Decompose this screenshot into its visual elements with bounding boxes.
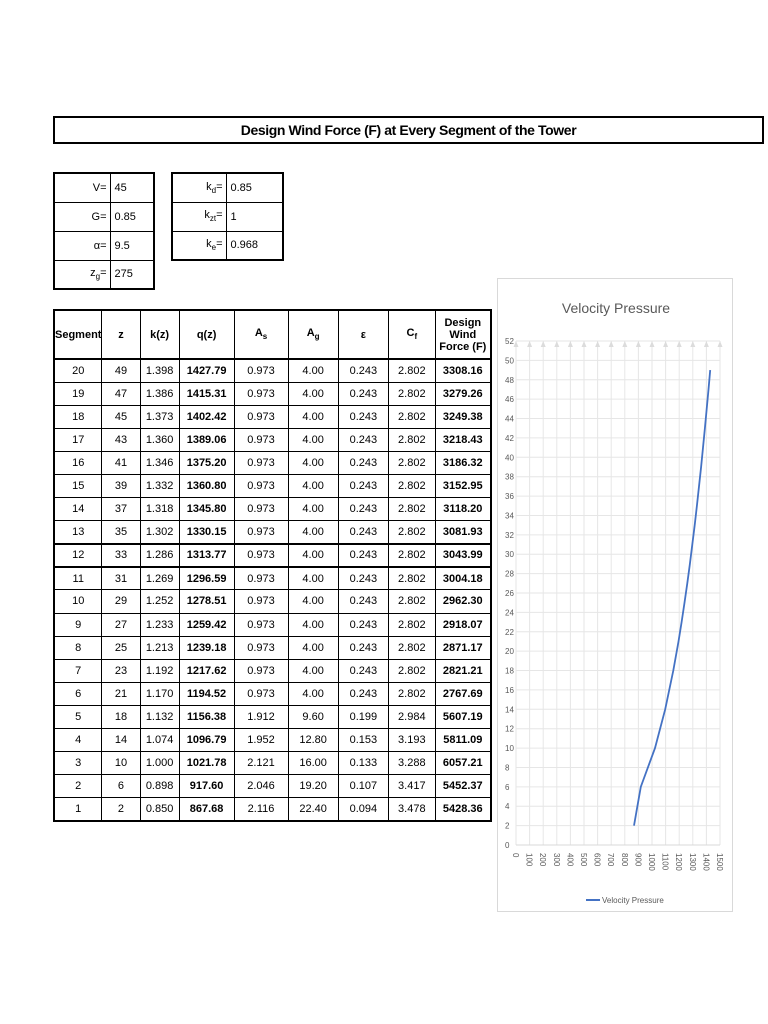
gridline-arrow <box>568 341 573 347</box>
param-left-label: G= <box>54 202 110 231</box>
x-tick-label: 900 <box>633 853 643 867</box>
gridline-arrow <box>677 341 682 347</box>
param-right-label: $k_e=$ <box>172 231 226 260</box>
cell-qz: 1021.78 <box>179 752 234 775</box>
cell-z: 33 <box>102 544 140 567</box>
param-left-label: $z_g=$ <box>54 260 110 289</box>
table-row <box>54 521 491 544</box>
cell-as: 1.912 <box>234 705 288 728</box>
gridline-arrow <box>663 341 668 347</box>
header-kz: k(z) <box>140 310 179 359</box>
cell-segment: 3 <box>54 752 102 775</box>
cell-as: 0.973 <box>234 451 288 474</box>
header-qz: q(z) <box>179 310 234 359</box>
cell-cf: 2.802 <box>389 382 436 405</box>
param-right-label: $k_d=$ <box>172 173 226 202</box>
y-tick-label: 22 <box>505 627 514 637</box>
cell-ag: 4.00 <box>288 659 338 682</box>
table-row <box>54 498 491 521</box>
cell-cf: 2.802 <box>389 567 436 590</box>
x-tick-label: 100 <box>524 853 534 867</box>
cell-as: 0.973 <box>234 428 288 451</box>
y-tick-label: 24 <box>505 608 514 618</box>
cell-epsilon: 0.243 <box>338 613 388 636</box>
cell-as: 0.973 <box>234 613 288 636</box>
cell-qz: 1345.80 <box>179 498 234 521</box>
cell-segment: 11 <box>54 567 102 590</box>
cell-force: 2767.69 <box>435 682 491 705</box>
y-tick-label: 2 <box>505 821 510 831</box>
cell-cf: 2.802 <box>389 613 436 636</box>
cell-force: 5811.09 <box>435 729 491 752</box>
cell-segment: 16 <box>54 451 102 474</box>
y-tick-label: 40 <box>505 453 514 463</box>
table-row <box>54 798 491 821</box>
x-tick-label: 400 <box>565 853 575 867</box>
header-segment: Segment <box>54 310 102 359</box>
x-tick-label: 1000 <box>647 853 656 871</box>
y-tick-label: 14 <box>505 705 514 715</box>
header-z: z <box>102 310 140 359</box>
cell-force: 3218.43 <box>435 428 491 451</box>
table-row <box>54 428 491 451</box>
cell-qz: 917.60 <box>179 775 234 798</box>
cell-force: 2918.07 <box>435 613 491 636</box>
cell-force: 3004.18 <box>435 567 491 590</box>
cell-qz: 1427.79 <box>179 359 234 382</box>
cell-force: 3308.16 <box>435 359 491 382</box>
gridline-arrow <box>541 341 546 347</box>
cell-kz: 1.192 <box>140 659 179 682</box>
cell-cf: 2.802 <box>389 405 436 428</box>
cell-ag: 9.60 <box>288 705 338 728</box>
param-right-row <box>172 173 283 202</box>
cell-kz: 1.252 <box>140 590 179 613</box>
cell-segment: 15 <box>54 474 102 497</box>
table-row <box>54 775 491 798</box>
cell-kz: 1.074 <box>140 729 179 752</box>
cell-as: 0.973 <box>234 498 288 521</box>
chart-title: Velocity Pressure <box>561 300 671 316</box>
cell-force: 6057.21 <box>435 752 491 775</box>
cell-epsilon: 0.199 <box>338 705 388 728</box>
cell-epsilon: 0.107 <box>338 775 388 798</box>
gridline-arrow <box>609 341 614 347</box>
cell-as: 2.116 <box>234 798 288 821</box>
gridline-arrow <box>650 341 655 347</box>
table-row <box>54 636 491 659</box>
cell-force: 3279.26 <box>435 382 491 405</box>
cell-ag: 16.00 <box>288 752 338 775</box>
y-tick-label: 18 <box>505 666 514 676</box>
cell-as: 0.973 <box>234 636 288 659</box>
cell-kz: 0.850 <box>140 798 179 821</box>
cell-epsilon: 0.243 <box>338 567 388 590</box>
cell-kz: 1.269 <box>140 567 179 590</box>
cell-kz: 1.132 <box>140 705 179 728</box>
cell-qz: 1330.15 <box>179 521 234 544</box>
cell-force: 2821.21 <box>435 659 491 682</box>
param-left-value: 275 <box>110 260 154 289</box>
cell-epsilon: 0.133 <box>338 752 388 775</box>
cell-qz: 1239.18 <box>179 636 234 659</box>
cell-epsilon: 0.243 <box>338 428 388 451</box>
cell-force: 5452.37 <box>435 775 491 798</box>
table-row <box>54 590 491 613</box>
param-right-value: 0.968 <box>226 231 283 260</box>
cell-ag: 4.00 <box>288 567 338 590</box>
cell-segment: 7 <box>54 659 102 682</box>
y-tick-label: 28 <box>505 569 514 579</box>
param-right-value: 0.85 <box>226 173 283 202</box>
param-left-row <box>54 260 154 289</box>
cell-segment: 1 <box>54 798 102 821</box>
cell-as: 0.973 <box>234 567 288 590</box>
cell-as: 0.973 <box>234 682 288 705</box>
gridline-arrow <box>514 341 519 347</box>
y-tick-label: 12 <box>505 724 514 734</box>
cell-segment: 18 <box>54 405 102 428</box>
cell-force: 2871.17 <box>435 636 491 659</box>
cell-epsilon: 0.243 <box>338 544 388 567</box>
cell-kz: 1.360 <box>140 428 179 451</box>
header-design-wind-force: Design Wind Force (F) <box>435 310 491 359</box>
y-tick-label: 20 <box>505 647 514 657</box>
cell-epsilon: 0.094 <box>338 798 388 821</box>
cell-cf: 2.802 <box>389 428 436 451</box>
cell-kz: 1.318 <box>140 498 179 521</box>
cell-z: 35 <box>102 521 140 544</box>
gridline-arrow <box>690 341 695 347</box>
cell-qz: 1415.31 <box>179 382 234 405</box>
cell-cf: 2.802 <box>389 359 436 382</box>
cell-ag: 4.00 <box>288 428 338 451</box>
cell-kz: 0.898 <box>140 775 179 798</box>
param-left-row <box>54 173 154 202</box>
cell-z: 41 <box>102 451 140 474</box>
velocity-pressure-chart <box>497 278 733 912</box>
x-tick-label: 500 <box>579 853 588 867</box>
cell-segment: 17 <box>54 428 102 451</box>
cell-qz: 1278.51 <box>179 590 234 613</box>
cell-segment: 8 <box>54 636 102 659</box>
cell-z: 45 <box>102 405 140 428</box>
cell-ag: 4.00 <box>288 521 338 544</box>
cell-epsilon: 0.153 <box>338 729 388 752</box>
cell-force: 5607.19 <box>435 705 491 728</box>
cell-as: 2.121 <box>234 752 288 775</box>
cell-as: 0.973 <box>234 590 288 613</box>
cell-as: 0.973 <box>234 544 288 567</box>
cell-epsilon: 0.243 <box>338 590 388 613</box>
param-right-row <box>172 231 283 260</box>
y-tick-label: 8 <box>505 763 510 773</box>
cell-cf: 2.802 <box>389 474 436 497</box>
cell-epsilon: 0.243 <box>338 474 388 497</box>
cell-z: 2 <box>102 798 140 821</box>
cell-cf: 2.802 <box>389 544 436 567</box>
param-left-row <box>54 231 154 260</box>
cell-z: 47 <box>102 382 140 405</box>
cell-force: 3249.38 <box>435 405 491 428</box>
table-row <box>54 451 491 474</box>
cell-kz: 1.346 <box>140 451 179 474</box>
cell-epsilon: 0.243 <box>338 682 388 705</box>
table-row <box>54 705 491 728</box>
cell-force: 5428.36 <box>435 798 491 821</box>
cell-as: 0.973 <box>234 382 288 405</box>
cell-ag: 4.00 <box>288 636 338 659</box>
cell-as: 0.973 <box>234 474 288 497</box>
cell-kz: 1.398 <box>140 359 179 382</box>
x-tick-label: 700 <box>606 853 616 867</box>
cell-qz: 1402.42 <box>179 405 234 428</box>
cell-qz: 1259.42 <box>179 613 234 636</box>
cell-qz: 1375.20 <box>179 451 234 474</box>
header-ag: $A_g$ <box>288 310 338 359</box>
y-tick-label: 52 <box>505 337 514 346</box>
cell-segment: 9 <box>54 613 102 636</box>
cell-z: 27 <box>102 613 140 636</box>
cell-ag: 4.00 <box>288 474 338 497</box>
cell-as: 2.046 <box>234 775 288 798</box>
cell-cf: 3.193 <box>389 729 436 752</box>
cell-ag: 4.00 <box>288 359 338 382</box>
cell-kz: 1.302 <box>140 521 179 544</box>
cell-ag: 19.20 <box>288 775 338 798</box>
cell-epsilon: 0.243 <box>338 359 388 382</box>
cell-epsilon: 0.243 <box>338 636 388 659</box>
cell-force: 2962.30 <box>435 590 491 613</box>
header-cf: $C_f$ <box>389 310 436 359</box>
cell-qz: 1217.62 <box>179 659 234 682</box>
y-tick-label: 48 <box>505 375 514 385</box>
parameters-table-left <box>53 172 155 290</box>
param-left-label: α= <box>54 231 110 260</box>
cell-ag: 4.00 <box>288 682 338 705</box>
y-tick-label: 16 <box>505 685 514 695</box>
cell-epsilon: 0.243 <box>338 521 388 544</box>
cell-kz: 1.386 <box>140 382 179 405</box>
cell-as: 1.952 <box>234 729 288 752</box>
cell-ag: 22.40 <box>288 798 338 821</box>
table-row <box>54 359 491 382</box>
x-tick-label: 200 <box>538 853 548 867</box>
cell-z: 18 <box>102 705 140 728</box>
cell-kz: 1.000 <box>140 752 179 775</box>
cell-qz: 867.68 <box>179 798 234 821</box>
cell-kz: 1.170 <box>140 682 179 705</box>
cell-kz: 1.233 <box>140 613 179 636</box>
cell-cf: 2.802 <box>389 636 436 659</box>
cell-cf: 3.288 <box>389 752 436 775</box>
x-tick-label: 0 <box>511 853 520 858</box>
cell-segment: 5 <box>54 705 102 728</box>
cell-qz: 1313.77 <box>179 544 234 567</box>
x-tick-label: 800 <box>619 853 629 867</box>
series-line <box>634 370 710 825</box>
cell-z: 25 <box>102 636 140 659</box>
header-as: $A_s$ <box>234 310 288 359</box>
cell-segment: 13 <box>54 521 102 544</box>
gridline-arrow <box>704 341 709 347</box>
gridline-arrow <box>595 341 600 347</box>
cell-z: 39 <box>102 474 140 497</box>
y-tick-label: 50 <box>505 356 514 366</box>
cell-epsilon: 0.243 <box>338 451 388 474</box>
param-left-row <box>54 202 154 231</box>
cell-force: 3186.32 <box>435 451 491 474</box>
cell-ag: 4.00 <box>288 498 338 521</box>
cell-z: 14 <box>102 729 140 752</box>
document-title: Design Wind Force (F) at Every Segment of the Tower <box>53 116 764 144</box>
table-row <box>54 659 491 682</box>
cell-z: 6 <box>102 775 140 798</box>
cell-cf: 2.802 <box>389 521 436 544</box>
cell-cf: 2.802 <box>389 498 436 521</box>
cell-cf: 3.417 <box>389 775 436 798</box>
cell-qz: 1194.52 <box>179 682 234 705</box>
cell-force: 3152.95 <box>435 474 491 497</box>
cell-segment: 6 <box>54 682 102 705</box>
cell-segment: 12 <box>54 544 102 567</box>
param-right-label: $k_{zt}=$ <box>172 202 226 231</box>
cell-cf: 2.984 <box>389 705 436 728</box>
cell-cf: 3.478 <box>389 798 436 821</box>
y-tick-label: 0 <box>505 841 510 850</box>
cell-segment: 20 <box>54 359 102 382</box>
cell-ag: 4.00 <box>288 451 338 474</box>
cell-force: 3081.93 <box>435 521 491 544</box>
y-tick-label: 10 <box>505 744 514 754</box>
cell-epsilon: 0.243 <box>338 382 388 405</box>
param-left-value: 0.85 <box>110 202 154 231</box>
cell-ag: 4.00 <box>288 544 338 567</box>
cell-segment: 19 <box>54 382 102 405</box>
chart-canvas <box>498 279 734 913</box>
y-tick-label: 30 <box>505 550 514 560</box>
cell-as: 0.973 <box>234 359 288 382</box>
cell-kz: 1.332 <box>140 474 179 497</box>
cell-as: 0.973 <box>234 659 288 682</box>
y-tick-label: 6 <box>505 782 510 792</box>
cell-ag: 4.00 <box>288 382 338 405</box>
gridline-arrow <box>527 341 532 347</box>
y-tick-label: 4 <box>505 802 510 812</box>
x-tick-label: 1400 <box>701 853 711 871</box>
cell-z: 21 <box>102 682 140 705</box>
cell-qz: 1096.79 <box>179 729 234 752</box>
table-row <box>54 729 491 752</box>
gridline-arrow <box>622 341 627 347</box>
param-left-value: 9.5 <box>110 231 154 260</box>
gridline-arrow <box>718 341 723 347</box>
table-row <box>54 682 491 705</box>
cell-segment: 2 <box>54 775 102 798</box>
table-row <box>54 382 491 405</box>
cell-cf: 2.802 <box>389 682 436 705</box>
cell-z: 49 <box>102 359 140 382</box>
cell-cf: 2.802 <box>389 659 436 682</box>
param-left-label: V= <box>54 173 110 202</box>
gridline-arrow <box>554 341 559 347</box>
cell-qz: 1296.59 <box>179 567 234 590</box>
cell-epsilon: 0.243 <box>338 498 388 521</box>
wind-force-table <box>53 309 492 822</box>
parameters-table-right <box>171 172 284 261</box>
y-tick-label: 38 <box>505 472 514 482</box>
param-left-value: 45 <box>110 173 154 202</box>
y-tick-label: 26 <box>505 589 514 598</box>
cell-segment: 4 <box>54 729 102 752</box>
x-tick-label: 1100 <box>660 853 670 871</box>
y-tick-label: 42 <box>505 433 514 443</box>
cell-ag: 12.80 <box>288 729 338 752</box>
cell-as: 0.973 <box>234 521 288 544</box>
cell-segment: 10 <box>54 590 102 613</box>
cell-segment: 14 <box>54 498 102 521</box>
cell-qz: 1360.80 <box>179 474 234 497</box>
gridline-arrow <box>582 341 587 347</box>
y-tick-label: 36 <box>505 492 514 502</box>
table-row <box>54 752 491 775</box>
x-tick-label: 1300 <box>687 853 697 871</box>
gridline-arrow <box>636 341 641 347</box>
cell-force: 3043.99 <box>435 544 491 567</box>
cell-cf: 2.802 <box>389 451 436 474</box>
x-tick-label: 300 <box>551 853 561 867</box>
cell-epsilon: 0.243 <box>338 659 388 682</box>
x-tick-label: 600 <box>592 853 602 867</box>
cell-ag: 4.00 <box>288 613 338 636</box>
cell-epsilon: 0.243 <box>338 405 388 428</box>
table-row <box>54 405 491 428</box>
y-tick-label: 44 <box>505 414 514 424</box>
cell-kz: 1.373 <box>140 405 179 428</box>
legend-label: Velocity Pressure <box>602 896 664 905</box>
cell-cf: 2.802 <box>389 590 436 613</box>
table-row <box>54 544 491 567</box>
y-tick-label: 32 <box>505 530 514 540</box>
y-tick-label: 34 <box>505 511 514 521</box>
cell-z: 31 <box>102 567 140 590</box>
table-row <box>54 474 491 497</box>
cell-as: 0.973 <box>234 405 288 428</box>
param-right-row <box>172 202 283 231</box>
cell-force: 3118.20 <box>435 498 491 521</box>
table-header-row <box>54 310 491 359</box>
cell-kz: 1.213 <box>140 636 179 659</box>
x-tick-label: 1500 <box>715 853 724 871</box>
table-row <box>54 613 491 636</box>
cell-qz: 1389.06 <box>179 428 234 451</box>
param-right-value: 1 <box>226 202 283 231</box>
cell-z: 10 <box>102 752 140 775</box>
cell-z: 43 <box>102 428 140 451</box>
table-row <box>54 567 491 590</box>
y-tick-label: 46 <box>505 395 514 405</box>
cell-z: 23 <box>102 659 140 682</box>
cell-ag: 4.00 <box>288 590 338 613</box>
header-epsilon: ε <box>338 310 388 359</box>
cell-kz: 1.286 <box>140 544 179 567</box>
cell-z: 37 <box>102 498 140 521</box>
cell-z: 29 <box>102 590 140 613</box>
x-tick-label: 1200 <box>674 853 684 871</box>
cell-ag: 4.00 <box>288 405 338 428</box>
cell-qz: 1156.38 <box>179 705 234 728</box>
